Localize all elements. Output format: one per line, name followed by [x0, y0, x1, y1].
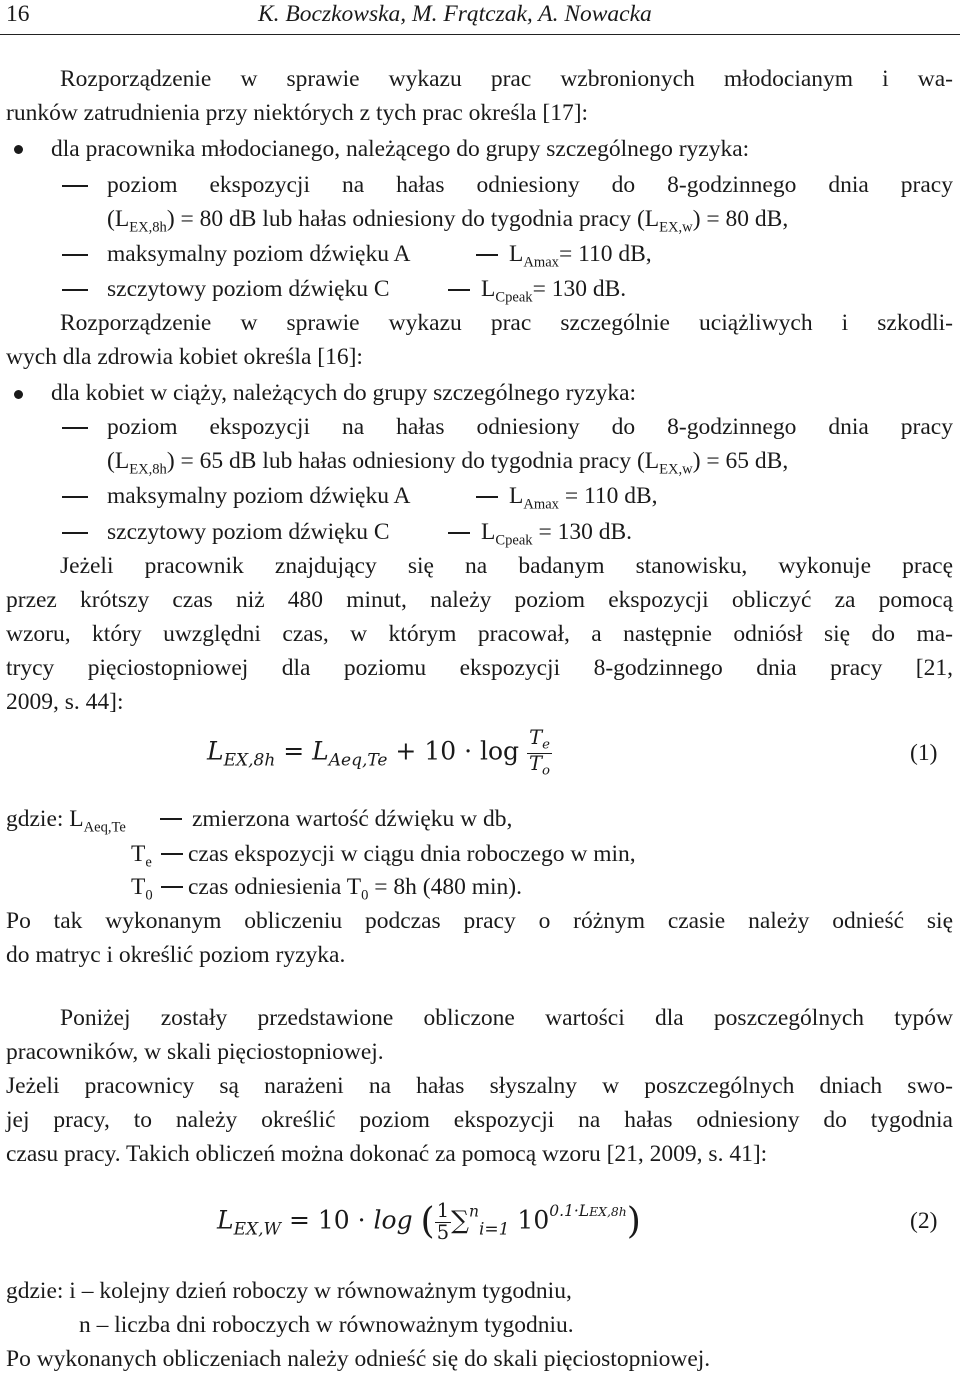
equation-2: $L_{EX,W} = 10 \cdot \log$ ( $\frac{1}{5}$ ∑$^n_{i=1}$ $10^{0.1\cdot LEX,8h}$): [217, 1199, 641, 1244]
list-item-value: $L_{Amax}= 110$ dB,: [509, 241, 652, 271]
list-item-line: szczytowy poziom dźwięku C: [107, 519, 390, 545]
paragraph-line: czasu pracy. Takich obliczeń można dokonać za pomocą wzoru [21, 2009, s. 41]:: [6, 1141, 768, 1167]
bullet-icon: [14, 390, 23, 399]
dash-icon: [161, 886, 183, 888]
fraction: $\frac{1}{5}$: [436, 1199, 450, 1244]
dash-icon: [476, 496, 498, 498]
list-item-line: maksymalny poziom dźwięku A: [107, 483, 411, 509]
paragraph-line: wzoru, który uwzględni czas, w którym pracował, a następnie odniósł się do ma-: [6, 621, 953, 647]
list-item-value: $L_{Cpeak}= 130$ dB.: [481, 276, 627, 306]
definition-line: $T_e$: [131, 841, 152, 871]
paragraph-line: jej pracy, to należy określić poziom ekspozycji na hałas odniesiony do tygodnia: [6, 1107, 953, 1133]
list-item-value: $L_{Amax} = 110$ dB,: [509, 483, 658, 513]
list-item-line: poziom ekspozycji na hałas odniesiony do 8-godzinnego dnia pracy: [107, 172, 953, 198]
paragraph-line: przez krótszy czas niż 480 minut, należy poziom ekspozycji obliczyć za pomocą: [6, 587, 953, 613]
paragraph-line: runków zatrudnienia przy niektórych z tych prac określa [17]:: [6, 100, 589, 126]
paragraph-line: 2009, s. 44]:: [6, 689, 124, 715]
paragraph-line: Po wykonanych obliczeniach należy odnieść się do skali pięciostopniowej.: [6, 1346, 711, 1372]
dash-icon: [476, 254, 498, 256]
dash-icon: [62, 254, 88, 256]
fraction: $\frac{T_e}{T_o}$: [529, 726, 551, 779]
dash-icon: [62, 532, 88, 534]
list-item-line: maksymalny poziom dźwięku A: [107, 241, 411, 267]
paragraph-line: pracowników, w skali pięciostopniowej.: [6, 1039, 384, 1065]
page-header: [0, 0, 960, 35]
paragraph-line: Rozporządzenie w sprawie wykazu prac wzbronionych młodocianym i wa-: [60, 66, 953, 92]
equation-number: (1): [910, 740, 938, 766]
list-item-line: poziom ekspozycji na hałas odniesiony do 8-godzinnego dnia pracy: [107, 414, 953, 440]
page-number: 16: [6, 1, 30, 27]
dash-icon: [160, 818, 182, 820]
definition-line: $T_0$: [131, 874, 153, 904]
paragraph-line: trycy pięciostopniowej dla poziomu ekspozycji 8-godzinnego dnia pracy [21,: [6, 655, 953, 681]
equation-number: (2): [910, 1208, 938, 1234]
definition-line: n – liczba dni roboczych w równoważnym tygodniu.: [79, 1312, 574, 1338]
paragraph-line: do matryc i określić poziom ryzyka.: [6, 942, 346, 968]
definition-text: czas ekspozycji w ciągu dnia roboczego w min,: [188, 841, 636, 867]
bullet-icon: [14, 145, 23, 154]
bullet-text: dla pracownika młodocianego, należącego do grupy szczególnego ryzyka:: [51, 136, 750, 162]
list-item-line: szczytowy poziom dźwięku C: [107, 276, 390, 302]
definition-text: czas odniesienia $T_0 = 8h$ (480 min).: [188, 874, 523, 904]
list-item-line: $(L_{EX,8h}) = 65$ dB lub hałas odniesiony do tygodnia pracy $(L_{EX,w}) = 65$ dB,: [107, 448, 789, 478]
bullet-text: dla kobiet w ciąży, należących do grupy szczególnego ryzyka:: [51, 380, 637, 406]
dash-icon: [62, 427, 88, 429]
definition-text: zmierzona wartość dźwięku w db,: [192, 806, 513, 832]
list-item-value: $L_{Cpeak} = 130$ dB.: [481, 519, 632, 549]
paragraph-line: Jeżeli pracownicy są narażeni na hałas słyszalny w poszczególnych dniach swo-: [6, 1073, 953, 1099]
dash-icon: [62, 496, 88, 498]
running-head: K. Boczkowska, M. Frątczak, A. Nowacka: [258, 1, 652, 27]
paragraph-line: Po tak wykonanym obliczeniu podczas pracy o różnym czasie należy odnieść się: [6, 908, 953, 934]
paragraph-line: Poniżej zostały przedstawione obliczone wartości dla poszczególnych typów: [60, 1005, 953, 1031]
paragraph-line: Jeżeli pracownik znajdujący się na badanym stanowisku, wykonuje pracę: [60, 553, 953, 579]
definition-line: gdzie: i – kolejny dzień roboczy w równoważnym tygodniu,: [6, 1278, 572, 1304]
dash-icon: [62, 289, 88, 291]
dash-icon: [448, 532, 470, 534]
list-item-line: $(L_{EX,8h}) = 80$ dB lub hałas odniesiony do tygodnia pracy $(L_{EX,w}) = 80$ dB,: [107, 206, 789, 236]
paragraph-line: wych dla zdrowia kobiet określa [16]:: [6, 344, 363, 370]
dash-icon: [161, 853, 183, 855]
dash-icon: [62, 185, 88, 187]
dash-icon: [448, 289, 470, 291]
definition-line: gdzie: $L_{Aeq,Te}$: [6, 806, 126, 836]
equation-1: $L_{EX,8h} = L_{Aeq,Te} + 10 \cdot \log$ $\frac{T_e}{T_o}$: [207, 726, 551, 779]
paragraph-line: Rozporządzenie w sprawie wykazu prac szczególnie uciążliwych i szkodli-: [60, 310, 953, 336]
